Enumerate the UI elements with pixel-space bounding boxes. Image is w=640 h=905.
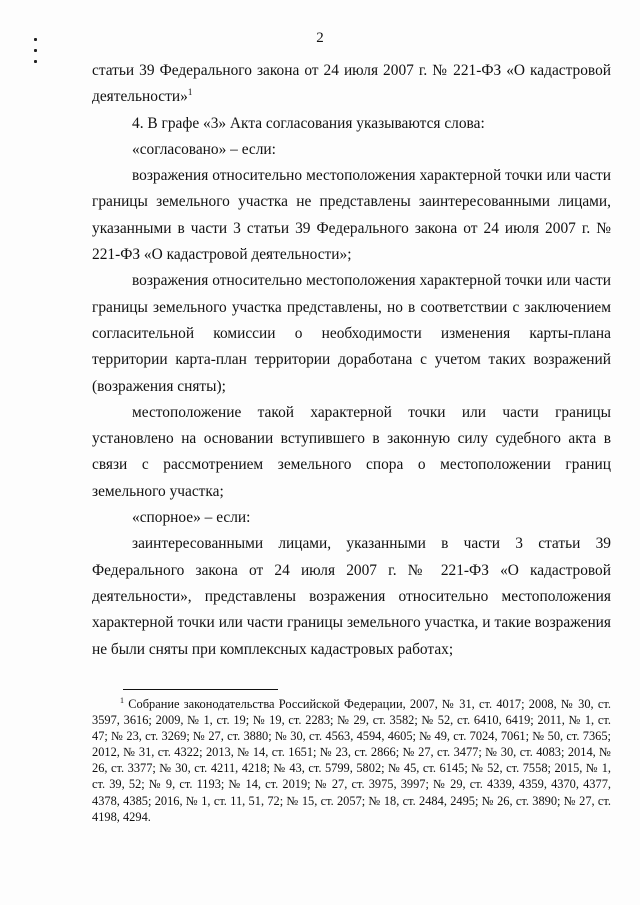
- paragraph-agreed-case-2: возражения относительно местоположения характерной точки или части границы земельного участка представлены, но в соответствии с заключением согласительной комиссии о необходимости изменения карты-плана территории карта-план территории доработана с учетом таких возражений (возражения сняты);: [92, 272, 611, 395]
- paragraph-continuation: [92, 58, 611, 111]
- margin-mark: [34, 60, 37, 63]
- footnote-separator: [123, 689, 278, 690]
- footnote-marker: 1: [120, 695, 124, 705]
- paragraph-text: статьи 39 Федерального закона от 24 июля 2007 г. № 221-ФЗ «О кадастровой деятельности»: [92, 62, 611, 106]
- document-body: [92, 58, 611, 663]
- paragraph-disputed-heading: «спорное» – если:: [132, 509, 251, 527]
- paragraph-agreed-case-3: местоположение такой характерной точки или части границы установлено на основании вступившего в законную силу судебного акта в связи с рассмотрением земельного спора о местоположении границ земельного участка;: [92, 403, 611, 500]
- paragraph-item-4: 4. В графе «3» Акта согласования указываются слова:: [132, 114, 485, 132]
- footnote-text: Собрание законодательства Российской Федерации, 2007, № 31, ст. 4017; 2008, № 30, ст. 3597, 3616; 2009, № 1, ст. 19; № 19, ст. 2283; № 29, ст. 3582; № 52, ст. 6410, 6419; 2011, № 1, ст. 47; № 23, ст. 3269; № 27, ст. 3880; № 30, ст. 4563, 4594, 4605; № 49, ст. 7024, 7061; № 50, ст. 7365; 2012, № 31, ст. 4322; 2013, № 14, ст. 1651; № 23, ст. 2866; № 27, ст. 3477; № 30, ст. 4083; 2014, № 26, ст. 3377; № 30, ст. 4211, 4218; № 43, ст. 5799, 5802; № 45, ст. 6145; № 52, ст. 7558; 2015, № 1, ст. 39, 52; № 9, ст. 1193; № 14, ст. 2019; № 27, ст. 3975, 3997; № 29, ст. 4339, 4359, 4370, 4377, 4378, 4385; 2016, № 1, ст. 11, 51, 72; № 15, ст. 2057; № 18, ст. 2484, 2495; № 26, ст. 3890; № 27, ст. 4198, 4294.: [92, 697, 611, 824]
- paragraph-disputed-case-1: заинтересованными лицами, указанными в части 3 статьи 39 Федерального закона от 24 июля 2007 г. № 221-ФЗ «О кадастровой деятельности», представлены возражения относительно местоположения характерной точки или части границы земельного участка, и такие возражения не были сняты при комплексных кадастровых работах;: [92, 535, 611, 658]
- paragraph-agreed-case-1: возражения относительно местоположения характерной точки или части границы земельного участка не представлены заинтересованными лицами, указанными в части 3 статьи 39 Федерального закона от 24 июля 2007 г. № 221-ФЗ «О кадастровой деятельности»;: [92, 167, 611, 264]
- footnote-reference: 1: [187, 87, 193, 98]
- paragraph-agreed-heading: «согласовано» – если:: [132, 140, 276, 158]
- margin-mark: [34, 49, 37, 52]
- footnote: [92, 696, 611, 825]
- page-number: 2: [316, 30, 324, 46]
